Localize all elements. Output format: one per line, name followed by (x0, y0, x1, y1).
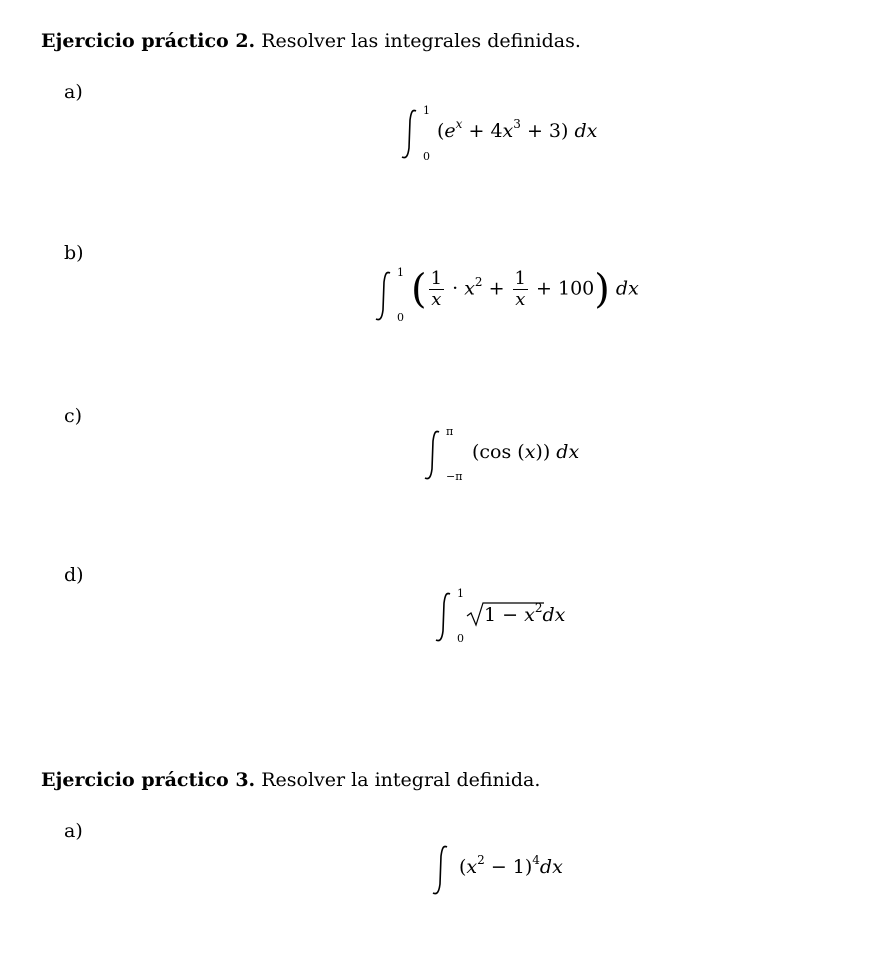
integrand-b: ( $\frac{1}{x}$ · $x^2$ + $\frac{1}{x}$ + 100) dx (411, 266, 639, 313)
exercise-2-heading (41, 30, 581, 52)
lower-limit-a: 0 (423, 150, 430, 163)
item-d-label: d) (64, 564, 84, 586)
upper-limit-d: 1 (457, 587, 464, 600)
lower-limit-c: −π (446, 470, 463, 483)
exercise-3-instruction: Resolver la integral definida. (261, 769, 541, 791)
lower-limit-d: 0 (457, 632, 464, 645)
integrand-c: (cos (x)) dx (472, 441, 580, 463)
exercise-3-heading (41, 769, 540, 791)
exercise-3-title: Ejercicio práctico 3. (41, 769, 256, 791)
ex3-item-a-label: a) (64, 820, 83, 842)
exercise-2-title: Ejercicio práctico 2. (41, 30, 256, 52)
exercise-2-instruction: Resolver las integrales definidas. (261, 30, 581, 52)
item-b-label: b) (64, 242, 84, 264)
integrand-a: $(e^x + 4x^3 + 3)$ dx (437, 117, 598, 142)
integral-sign-c (423, 429, 443, 481)
integral-sign-b (374, 270, 394, 322)
integral-sign-ex3 (431, 844, 451, 896)
item-c-label: c) (64, 405, 83, 427)
integral-sign-d (434, 591, 454, 643)
lower-limit-b: 0 (397, 311, 404, 324)
integral-sign-a (400, 108, 420, 160)
integrand-d: $1 - x^2dx$ (484, 601, 566, 626)
integrand-ex3: $(x^2 - 1)^4dx$ (459, 853, 563, 878)
upper-limit-b: 1 (397, 266, 404, 279)
item-a-label: a) (64, 81, 83, 103)
upper-limit-c: π (446, 425, 454, 438)
upper-limit-a: 1 (423, 104, 430, 117)
